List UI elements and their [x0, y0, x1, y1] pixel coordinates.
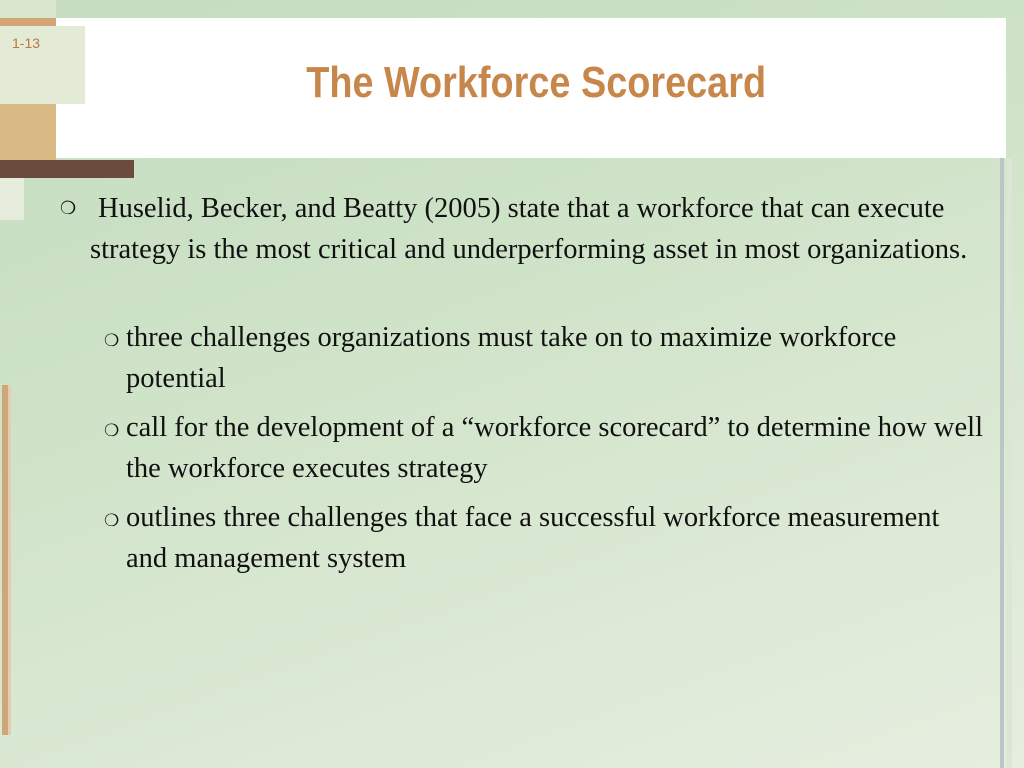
sub-bullet-text: three challenges organizations must take on to maximize workforce potential: [126, 322, 897, 394]
bullet-circle-icon: ❍: [60, 198, 77, 218]
sub-bullet-text: call for the development of a “workforce scorecard” to determine how well the workforce executes strategy: [126, 412, 983, 484]
decor-right-line-light: [1006, 158, 1012, 768]
decor-left-line-light: [8, 385, 11, 735]
main-bullet-text: Huselid, Becker, and Beatty (2005) state that a workforce that can execute strategy is the most critical and underperforming asset in most organizations.: [90, 193, 968, 265]
sub-bullet-text: outlines three challenges that face a successful workforce measurement and management system: [126, 502, 940, 574]
slide-title: The Workforce Scorecard: [306, 58, 767, 107]
sub-bullet-circle-icon: ❍: [104, 331, 120, 350]
decor-tan-square: [0, 104, 56, 160]
sub-bullet-circle-icon: ❍: [104, 511, 120, 530]
slide-number: 1-13: [12, 35, 41, 51]
decor-top-strip: [0, 0, 56, 18]
sub-bullet-circle-icon: ❍: [104, 421, 120, 440]
decor-brown-bar: [0, 160, 134, 178]
decor-right-line: [1000, 158, 1004, 768]
decor-pale-strip: [0, 178, 24, 220]
